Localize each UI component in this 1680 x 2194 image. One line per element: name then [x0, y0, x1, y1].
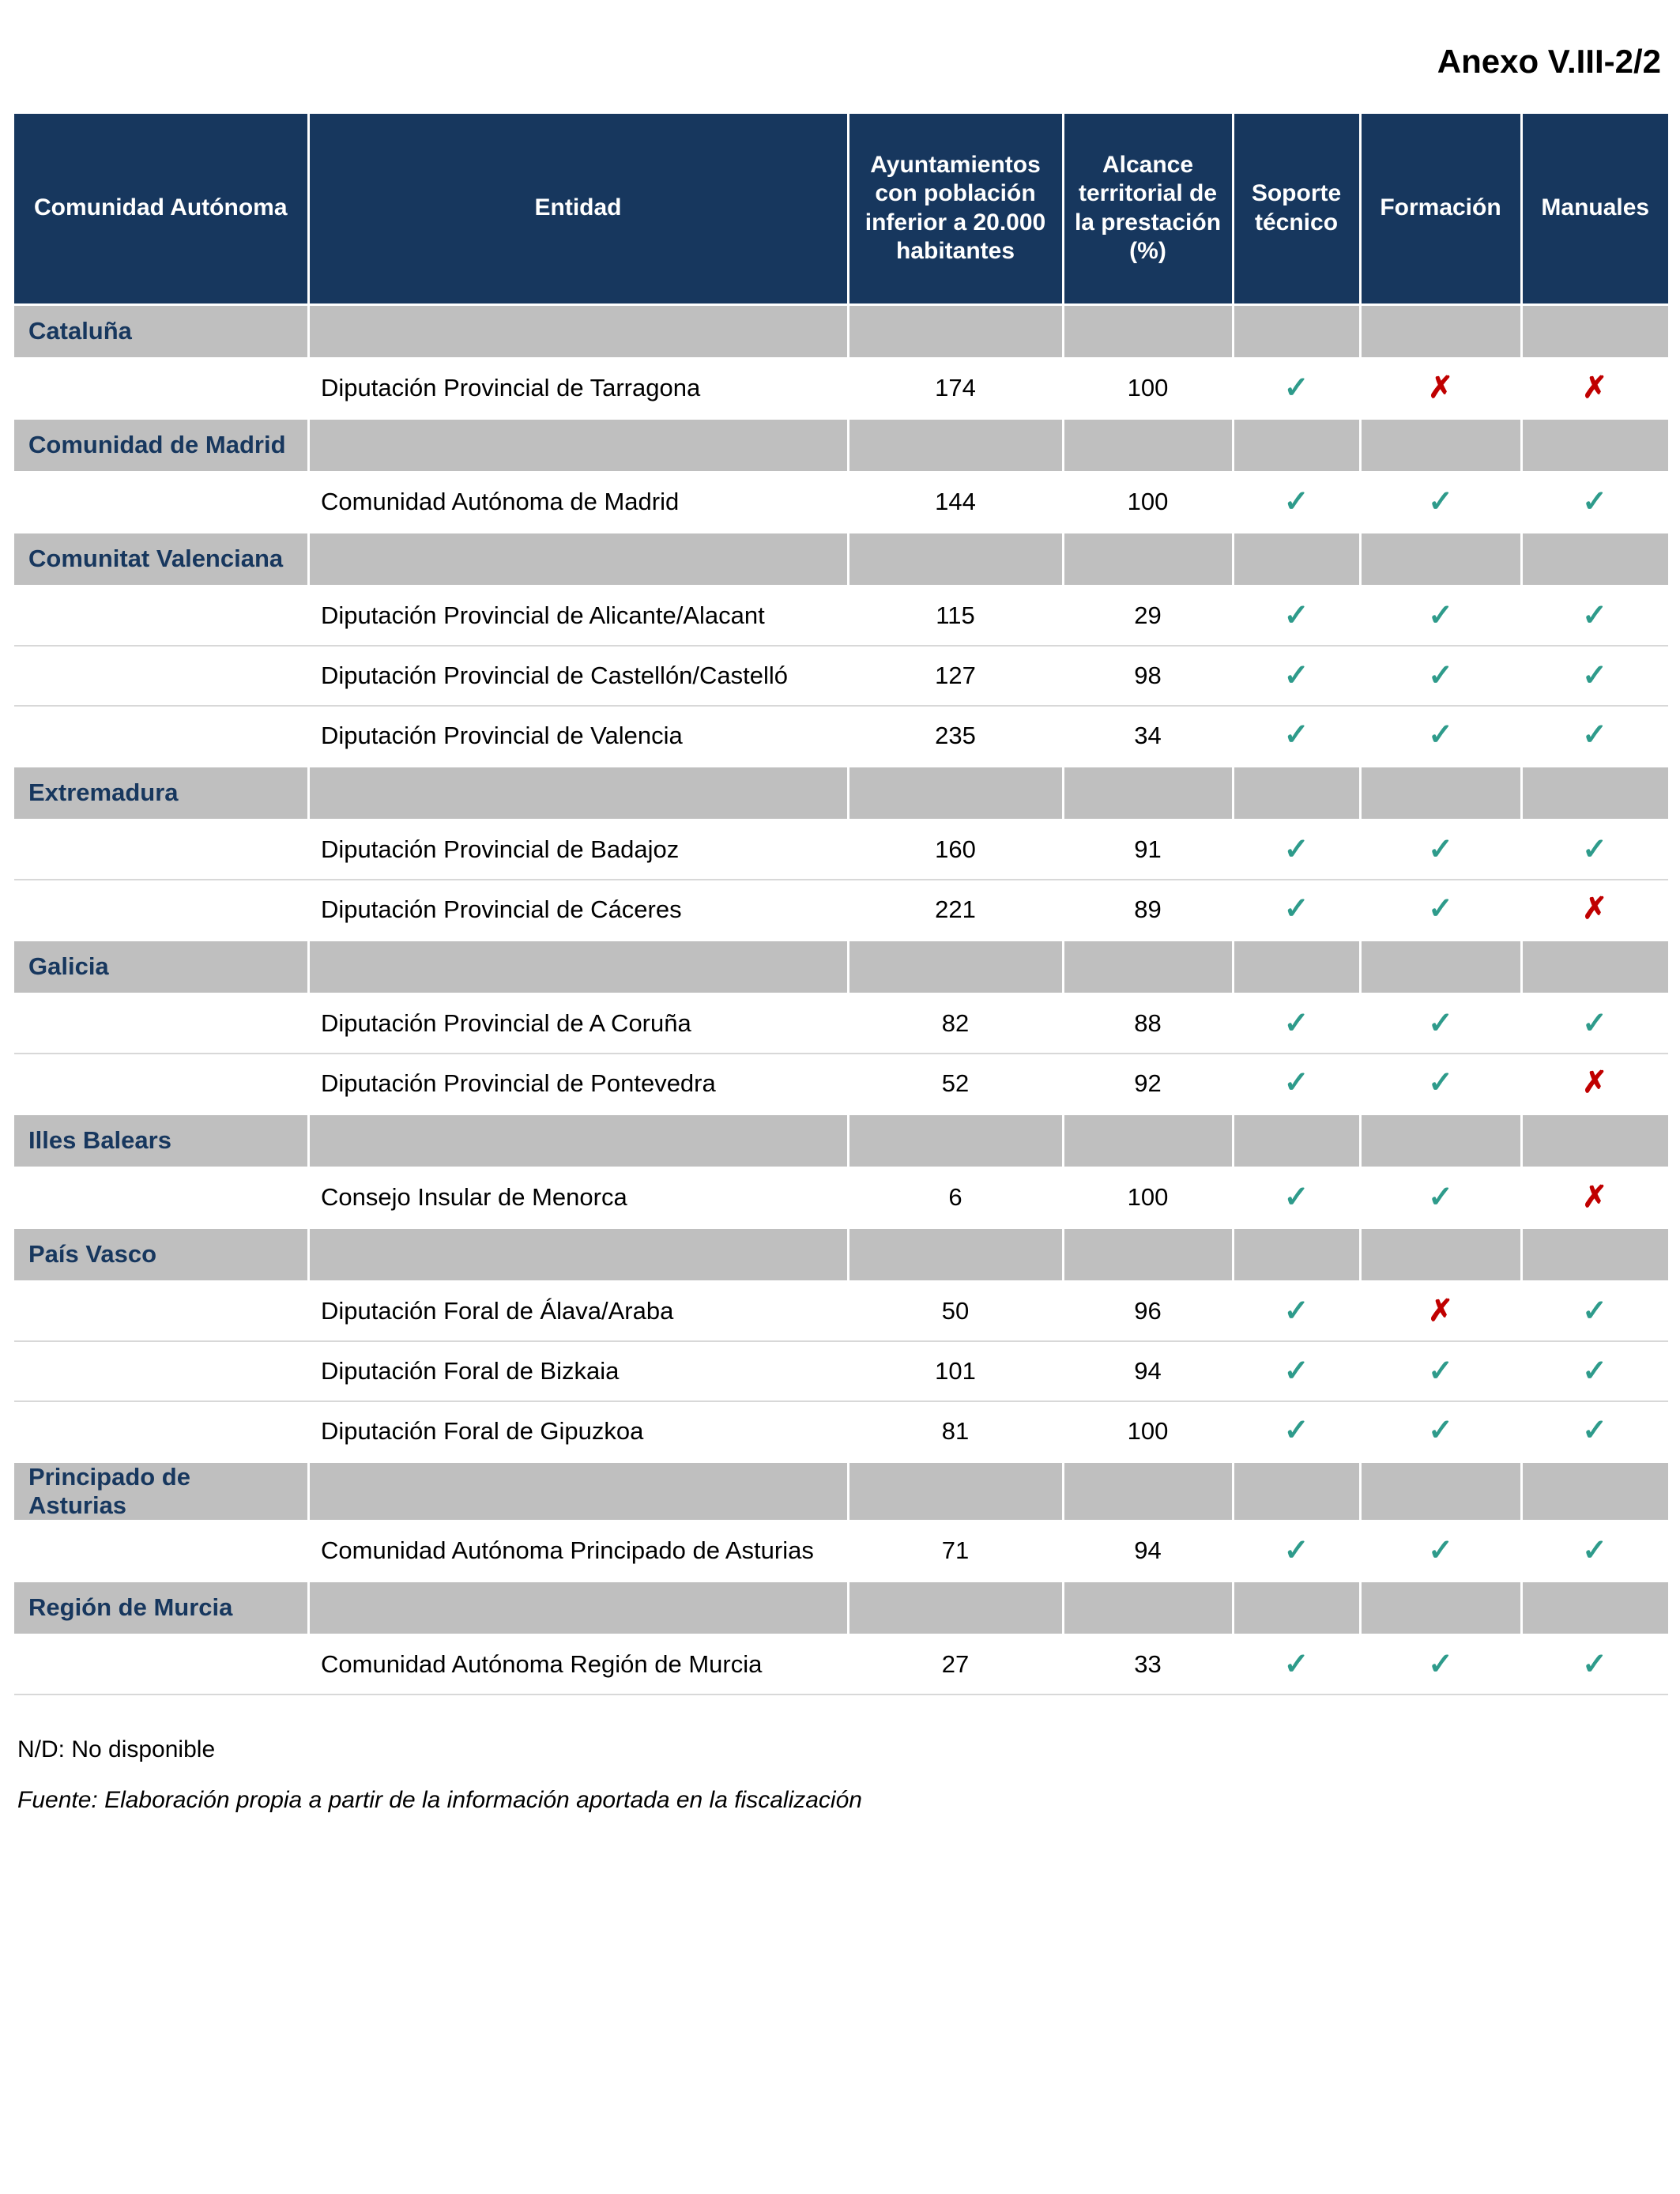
column-header-formacion: Formación [1360, 114, 1521, 304]
check-icon: ✓ [1283, 1006, 1309, 1040]
check-icon: ✓ [1283, 658, 1309, 692]
cell-alcance: 34 [1063, 706, 1233, 766]
cell-ayuntamientos: 52 [848, 1054, 1063, 1114]
check-icon: ✓ [1283, 718, 1309, 752]
header-row [14, 114, 1668, 304]
cell-comunidad [14, 880, 308, 940]
table-row [14, 1521, 1668, 1581]
column-header-manuales: Manuales [1521, 114, 1668, 304]
cell-entidad: Diputación Provincial de Castellón/Castelló [308, 646, 848, 706]
check-icon: ✓ [1283, 832, 1309, 866]
group-row [14, 532, 1668, 586]
cross-icon: ✗ [1428, 371, 1453, 405]
table-row [14, 706, 1668, 766]
table-body [14, 304, 1668, 1695]
cell-ayuntamientos: 6 [848, 1167, 1063, 1227]
table-row [14, 586, 1668, 646]
cell-alcance: 91 [1063, 820, 1233, 880]
group-cell [1233, 1114, 1360, 1167]
cell-soporte [1233, 1401, 1360, 1461]
group-cell [1521, 1581, 1668, 1634]
cell-entidad: Diputación Provincial de A Coruña [308, 993, 848, 1054]
group-label: Comunitat Valenciana [14, 532, 308, 586]
cell-soporte [1233, 1341, 1360, 1401]
source-note: Fuente: Elaboración propia a partir de la información aportada en la fiscalización [17, 1787, 862, 1813]
cell-alcance: 33 [1063, 1634, 1233, 1695]
group-row [14, 304, 1668, 358]
check-icon: ✓ [1428, 484, 1453, 518]
check-icon: ✓ [1283, 1354, 1309, 1388]
table-row [14, 1341, 1668, 1401]
cell-formacion [1360, 1281, 1521, 1341]
cell-formacion [1360, 1054, 1521, 1114]
group-cell [1360, 1227, 1521, 1281]
cell-ayuntamientos: 82 [848, 993, 1063, 1054]
cell-manuales [1521, 1401, 1668, 1461]
cell-soporte [1233, 1281, 1360, 1341]
cell-soporte [1233, 880, 1360, 940]
group-cell [1360, 418, 1521, 472]
table-header [14, 114, 1668, 304]
cell-alcance: 98 [1063, 646, 1233, 706]
group-cell [1521, 418, 1668, 472]
cell-alcance: 88 [1063, 993, 1233, 1054]
column-header-entidad: Entidad [308, 114, 848, 304]
cell-soporte [1233, 993, 1360, 1054]
cell-alcance: 100 [1063, 1167, 1233, 1227]
group-cell [308, 1227, 848, 1281]
group-cell [1233, 304, 1360, 358]
footnote-nd: N/D: No disponible [17, 1736, 216, 1762]
cell-soporte [1233, 646, 1360, 706]
group-cell [848, 418, 1063, 472]
cell-ayuntamientos: 71 [848, 1521, 1063, 1581]
cell-formacion [1360, 993, 1521, 1054]
column-header-comunidad: Comunidad Autónoma [14, 114, 308, 304]
check-icon: ✓ [1283, 1294, 1309, 1328]
cell-manuales [1521, 993, 1668, 1054]
group-cell [1233, 1461, 1360, 1521]
group-label: Principado de Asturias [14, 1461, 308, 1521]
cell-formacion [1360, 472, 1521, 532]
check-icon: ✓ [1428, 1414, 1453, 1448]
group-cell [1063, 940, 1233, 993]
cell-ayuntamientos: 101 [848, 1341, 1063, 1401]
check-icon: ✓ [1428, 1647, 1453, 1681]
cell-entidad: Comunidad Autónoma Principado de Asturias [308, 1521, 848, 1581]
cell-entidad: Diputación Provincial de Pontevedra [308, 1054, 848, 1114]
group-cell [1360, 532, 1521, 586]
group-cell [308, 418, 848, 472]
cell-formacion [1360, 1341, 1521, 1401]
check-icon: ✓ [1428, 1006, 1453, 1040]
cell-soporte [1233, 586, 1360, 646]
check-icon: ✓ [1428, 1533, 1453, 1567]
cross-icon: ✗ [1428, 1294, 1453, 1328]
table-row [14, 1054, 1668, 1114]
cell-ayuntamientos: 235 [848, 706, 1063, 766]
check-icon: ✓ [1428, 1066, 1453, 1100]
cell-entidad: Comunidad Autónoma Región de Murcia [308, 1634, 848, 1695]
group-cell [1233, 1227, 1360, 1281]
column-header-alcance: Alcance territorial de la prestación (%) [1063, 114, 1233, 304]
cell-comunidad [14, 706, 308, 766]
column-header-soporte: Soporte técnico [1233, 114, 1360, 304]
check-icon: ✓ [1582, 1533, 1607, 1567]
cell-formacion [1360, 880, 1521, 940]
group-cell [1063, 1461, 1233, 1521]
group-cell [1521, 940, 1668, 993]
check-icon: ✓ [1428, 832, 1453, 866]
group-cell [1360, 940, 1521, 993]
group-cell [308, 1461, 848, 1521]
group-cell [1360, 1461, 1521, 1521]
cell-entidad: Diputación Provincial de Alicante/Alacant [308, 586, 848, 646]
cell-alcance: 29 [1063, 586, 1233, 646]
group-row [14, 1461, 1668, 1521]
cell-formacion [1360, 358, 1521, 418]
table-row [14, 1634, 1668, 1695]
cell-comunidad [14, 1521, 308, 1581]
cell-comunidad [14, 820, 308, 880]
check-icon: ✓ [1582, 484, 1607, 518]
cell-comunidad [14, 358, 308, 418]
cell-soporte [1233, 706, 1360, 766]
group-cell [1063, 532, 1233, 586]
check-icon: ✓ [1283, 892, 1309, 926]
group-cell [1233, 532, 1360, 586]
check-icon: ✓ [1428, 892, 1453, 926]
cell-comunidad [14, 1401, 308, 1461]
group-cell [1360, 766, 1521, 820]
group-cell [1521, 1461, 1668, 1521]
check-icon: ✓ [1582, 718, 1607, 752]
check-icon: ✓ [1283, 484, 1309, 518]
cross-icon: ✗ [1582, 1066, 1607, 1100]
cell-comunidad [14, 1167, 308, 1227]
cell-ayuntamientos: 81 [848, 1401, 1063, 1461]
cell-entidad: Diputación Foral de Gipuzkoa [308, 1401, 848, 1461]
check-icon: ✓ [1582, 1414, 1607, 1448]
group-cell [308, 304, 848, 358]
check-icon: ✓ [1582, 1354, 1607, 1388]
cell-formacion [1360, 820, 1521, 880]
group-cell [308, 766, 848, 820]
cell-soporte [1233, 1521, 1360, 1581]
group-cell [1233, 766, 1360, 820]
check-icon: ✓ [1283, 1533, 1309, 1567]
cell-soporte [1233, 820, 1360, 880]
check-icon: ✓ [1582, 1294, 1607, 1328]
group-cell [1233, 940, 1360, 993]
check-icon: ✓ [1428, 1354, 1453, 1388]
group-label: Illes Balears [14, 1114, 308, 1167]
table-row [14, 472, 1668, 532]
cell-formacion [1360, 646, 1521, 706]
group-cell [308, 1114, 848, 1167]
group-row [14, 1581, 1668, 1634]
cell-manuales [1521, 706, 1668, 766]
cell-manuales [1521, 1341, 1668, 1401]
cell-formacion [1360, 1401, 1521, 1461]
cell-entidad: Diputación Provincial de Badajoz [308, 820, 848, 880]
cell-formacion [1360, 586, 1521, 646]
group-cell [308, 1581, 848, 1634]
check-icon: ✓ [1582, 1647, 1607, 1681]
group-cell [1521, 1114, 1668, 1167]
cell-manuales [1521, 1281, 1668, 1341]
cell-formacion [1360, 1634, 1521, 1695]
group-row [14, 418, 1668, 472]
group-cell [1063, 1581, 1233, 1634]
group-cell [848, 766, 1063, 820]
check-icon: ✓ [1582, 1006, 1607, 1040]
group-cell [1063, 1227, 1233, 1281]
cell-ayuntamientos: 221 [848, 880, 1063, 940]
group-label: Comunidad de Madrid [14, 418, 308, 472]
table-row [14, 993, 1668, 1054]
group-row [14, 766, 1668, 820]
group-cell [848, 1227, 1063, 1281]
group-cell [1233, 418, 1360, 472]
table-row [14, 880, 1668, 940]
cell-soporte [1233, 472, 1360, 532]
group-cell [1521, 766, 1668, 820]
check-icon: ✓ [1283, 371, 1309, 405]
group-cell [848, 304, 1063, 358]
cell-comunidad [14, 1054, 308, 1114]
cell-comunidad [14, 993, 308, 1054]
table-row [14, 1167, 1668, 1227]
group-cell [1360, 1581, 1521, 1634]
cell-entidad: Comunidad Autónoma de Madrid [308, 472, 848, 532]
cell-manuales [1521, 1167, 1668, 1227]
cell-soporte [1233, 358, 1360, 418]
group-row [14, 1114, 1668, 1167]
cell-ayuntamientos: 27 [848, 1634, 1063, 1695]
check-icon: ✓ [1283, 598, 1309, 632]
cell-comunidad [14, 1341, 308, 1401]
check-icon: ✓ [1428, 1180, 1453, 1214]
group-label: Región de Murcia [14, 1581, 308, 1634]
check-icon: ✓ [1428, 658, 1453, 692]
group-cell [848, 940, 1063, 993]
cell-entidad: Diputación Foral de Bizkaia [308, 1341, 848, 1401]
cell-entidad: Diputación Foral de Álava/Araba [308, 1281, 848, 1341]
group-cell [1521, 304, 1668, 358]
cell-entidad: Diputación Provincial de Cáceres [308, 880, 848, 940]
group-cell [1063, 1114, 1233, 1167]
cell-alcance: 96 [1063, 1281, 1233, 1341]
group-cell [1521, 1227, 1668, 1281]
group-cell [1233, 1581, 1360, 1634]
table-row [14, 646, 1668, 706]
cell-manuales [1521, 820, 1668, 880]
cell-manuales [1521, 586, 1668, 646]
cell-soporte [1233, 1167, 1360, 1227]
data-table [14, 114, 1668, 1695]
check-icon: ✓ [1283, 1180, 1309, 1214]
check-icon: ✓ [1283, 1647, 1309, 1681]
group-cell [1063, 418, 1233, 472]
group-cell [1521, 532, 1668, 586]
cell-comunidad [14, 472, 308, 532]
cell-ayuntamientos: 144 [848, 472, 1063, 532]
check-icon: ✓ [1582, 598, 1607, 632]
group-label: Extremadura [14, 766, 308, 820]
cell-formacion [1360, 1521, 1521, 1581]
cell-manuales [1521, 1634, 1668, 1695]
check-icon: ✓ [1428, 718, 1453, 752]
cell-soporte [1233, 1634, 1360, 1695]
cell-soporte [1233, 1054, 1360, 1114]
cell-ayuntamientos: 160 [848, 820, 1063, 880]
cell-alcance: 100 [1063, 358, 1233, 418]
cell-ayuntamientos: 115 [848, 586, 1063, 646]
check-icon: ✓ [1428, 598, 1453, 632]
cell-alcance: 89 [1063, 880, 1233, 940]
check-icon: ✓ [1283, 1414, 1309, 1448]
table-row [14, 1281, 1668, 1341]
cell-alcance: 100 [1063, 472, 1233, 532]
cross-icon: ✗ [1582, 892, 1607, 926]
cell-alcance: 94 [1063, 1341, 1233, 1401]
check-icon: ✓ [1582, 658, 1607, 692]
group-cell [1360, 304, 1521, 358]
cell-formacion [1360, 706, 1521, 766]
cell-formacion [1360, 1167, 1521, 1227]
cell-ayuntamientos: 174 [848, 358, 1063, 418]
cell-comunidad [14, 586, 308, 646]
group-cell [308, 940, 848, 993]
cell-comunidad [14, 646, 308, 706]
cross-icon: ✗ [1582, 1180, 1607, 1214]
cell-manuales [1521, 472, 1668, 532]
cell-ayuntamientos: 127 [848, 646, 1063, 706]
cell-ayuntamientos: 50 [848, 1281, 1063, 1341]
cell-entidad: Diputación Provincial de Tarragona [308, 358, 848, 418]
cell-manuales [1521, 880, 1668, 940]
cell-manuales [1521, 646, 1668, 706]
cell-manuales [1521, 358, 1668, 418]
cell-manuales [1521, 1054, 1668, 1114]
group-label: Cataluña [14, 304, 308, 358]
cell-entidad: Diputación Provincial de Valencia [308, 706, 848, 766]
cross-icon: ✗ [1582, 371, 1607, 405]
check-icon: ✓ [1283, 1066, 1309, 1100]
cell-manuales [1521, 1521, 1668, 1581]
cell-alcance: 94 [1063, 1521, 1233, 1581]
group-cell [1063, 304, 1233, 358]
group-row [14, 1227, 1668, 1281]
cell-comunidad [14, 1634, 308, 1695]
group-cell [1360, 1114, 1521, 1167]
table-row [14, 1401, 1668, 1461]
group-label: Galicia [14, 940, 308, 993]
group-cell [848, 1461, 1063, 1521]
group-cell [848, 532, 1063, 586]
cell-alcance: 100 [1063, 1401, 1233, 1461]
group-cell [848, 1114, 1063, 1167]
cell-comunidad [14, 1281, 308, 1341]
cell-entidad: Consejo Insular de Menorca [308, 1167, 848, 1227]
table-row [14, 820, 1668, 880]
check-icon: ✓ [1582, 832, 1607, 866]
group-cell [308, 532, 848, 586]
group-cell [848, 1581, 1063, 1634]
column-header-ayuntamientos: Ayuntamientos con población inferior a 20.000 habitantes [848, 114, 1063, 304]
table-row [14, 358, 1668, 418]
page-title: Anexo V.III-2/2 [1437, 43, 1661, 80]
group-row [14, 940, 1668, 993]
cell-alcance: 92 [1063, 1054, 1233, 1114]
group-label: País Vasco [14, 1227, 308, 1281]
group-cell [1063, 766, 1233, 820]
